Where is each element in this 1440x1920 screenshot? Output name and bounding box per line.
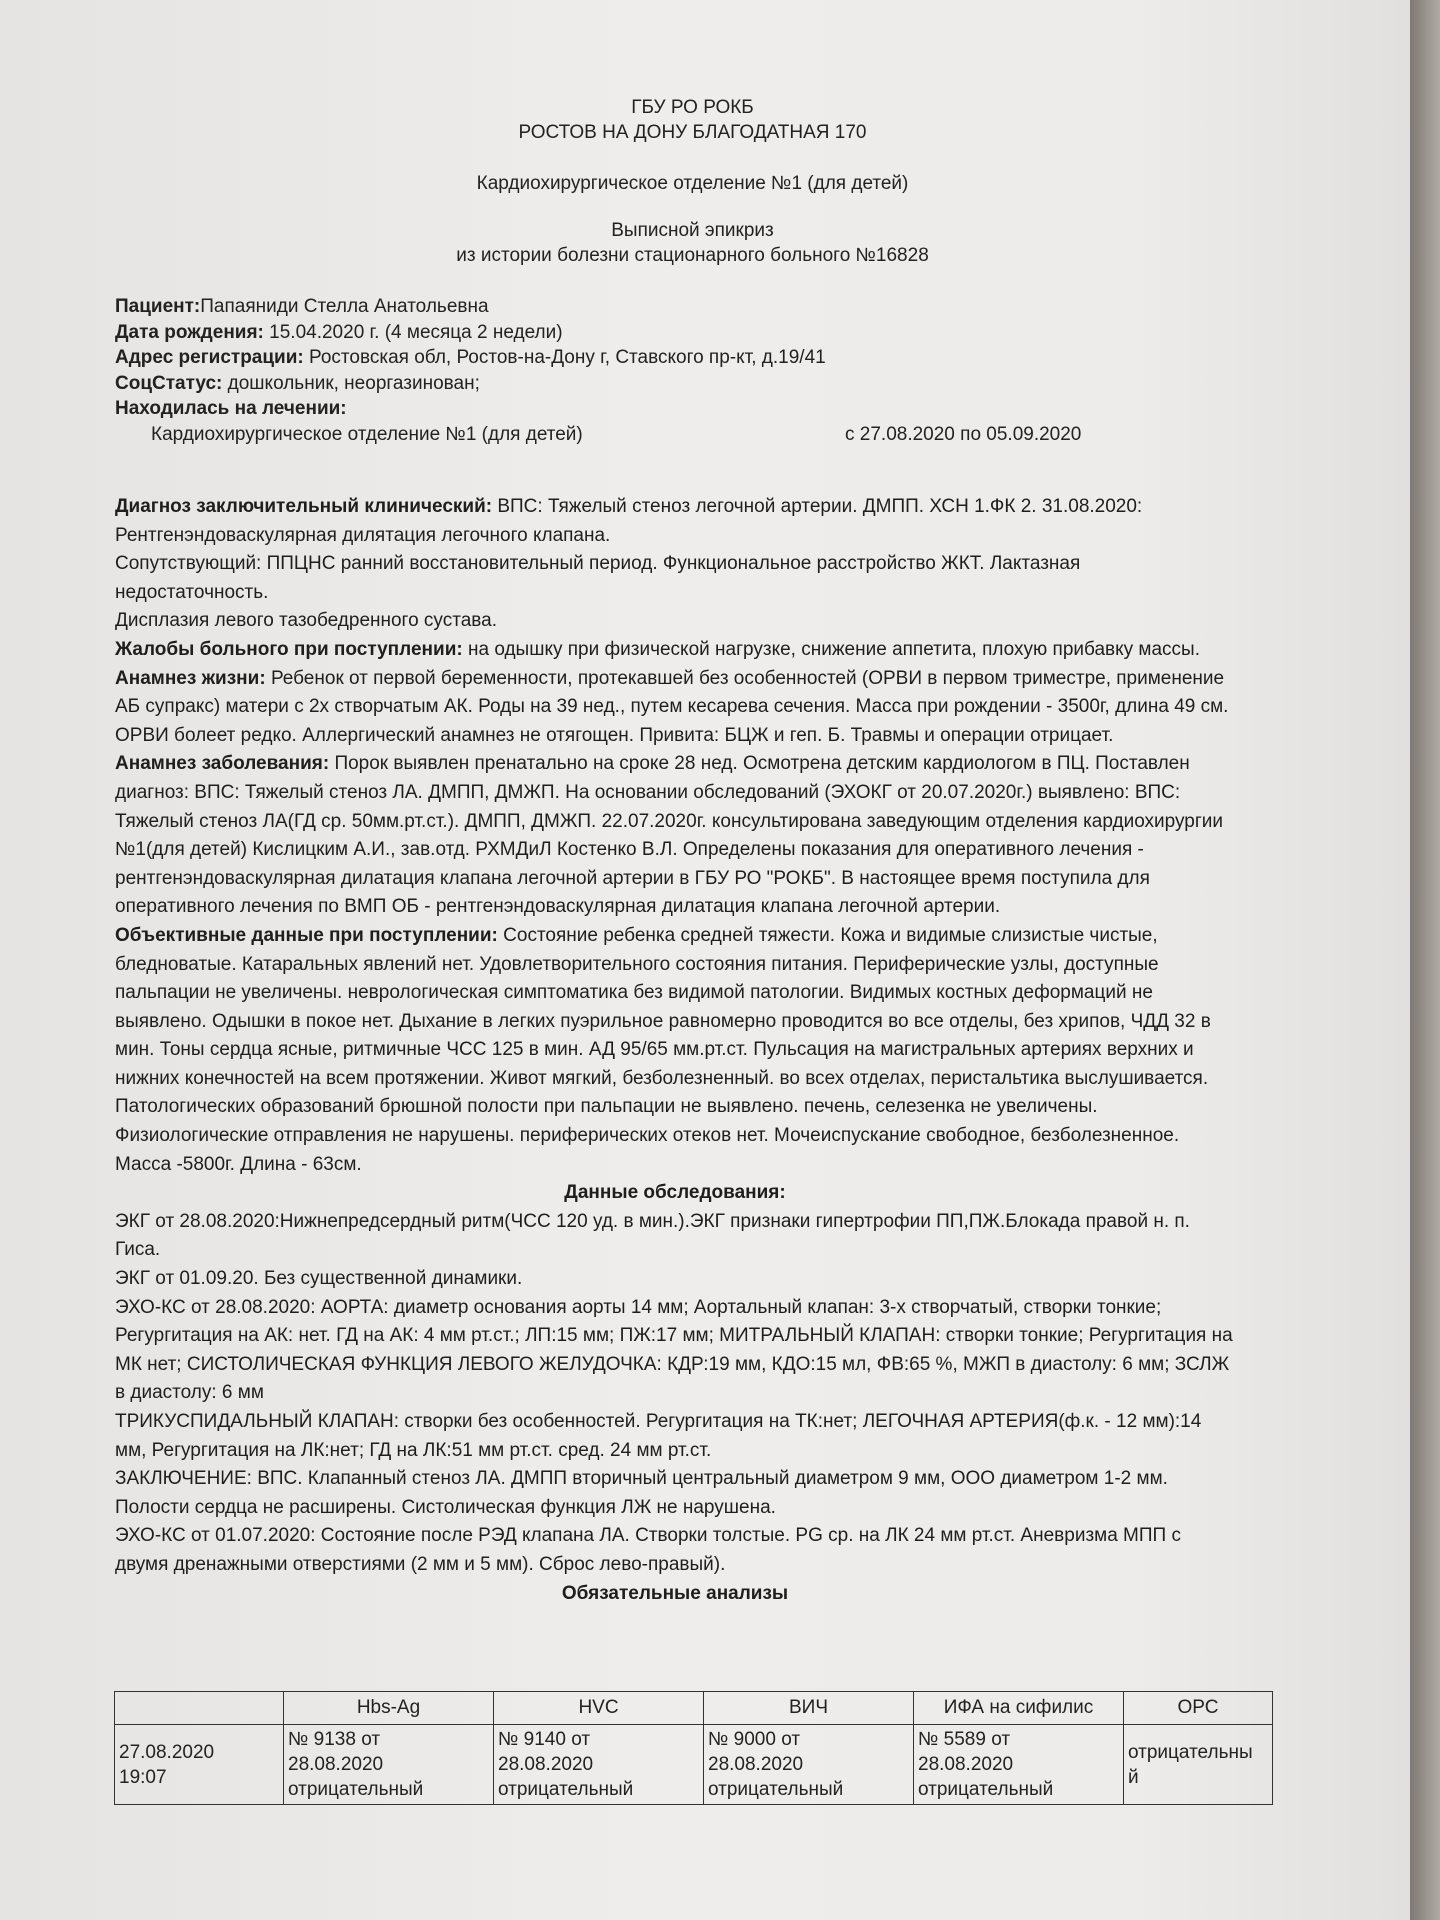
stay-row bbox=[115, 422, 1082, 448]
labs-header-hbs: Hbs-Ag bbox=[284, 1692, 494, 1725]
social-value: дошкольник, неоргазинован; bbox=[222, 372, 480, 394]
conclusion-paragraph: ЗАКЛЮЧЕНИЕ: ВПС. Клапанный стеноз ЛА. ДМПП вторичный центральный диаметром 9 мм, ООО диаметром 1-2 мм. Полости сердца не расширены. Систолическая функция ЛЖ не нарушена. bbox=[115, 1468, 1168, 1518]
syphilis-date: 28.08.2020 bbox=[918, 1754, 1014, 1775]
labs-cell-hiv bbox=[704, 1725, 914, 1805]
disease-history-label: Анамнез заболевания: bbox=[115, 753, 330, 775]
exam-section-title: Данные обследования: bbox=[564, 1182, 786, 1204]
objective-paragraph bbox=[115, 922, 1235, 1179]
life-history-paragraph bbox=[115, 665, 1235, 751]
stay-label: Находилась на лечении: bbox=[115, 398, 347, 419]
dysplasia-paragraph: Дисплазия левого тазобедренного сустава. bbox=[115, 610, 497, 632]
address-label: Адрес регистрации: bbox=[115, 347, 304, 368]
stay-department: Кардиохирургическое отделение №1 (для детей) bbox=[151, 423, 583, 445]
social-line bbox=[115, 371, 826, 397]
document-title: Выписной эпикриз bbox=[611, 220, 774, 241]
complaints-paragraph bbox=[115, 636, 1235, 665]
labs-data-row bbox=[115, 1725, 1273, 1805]
life-history-label: Анамнез жизни: bbox=[115, 667, 266, 689]
hiv-number: № 9000 от bbox=[708, 1729, 801, 1750]
labs-cell-hvc bbox=[494, 1725, 704, 1805]
concomitant-paragraph: Сопутствующий: ППЦНС ранний восстановительный период. Функциональное расстройство ЖКТ. Лактазная недостаточность. bbox=[115, 553, 1081, 603]
hiv-result: отрицательный bbox=[708, 1779, 844, 1800]
dob-value: 15.04.2020 г. (4 месяца 2 недели) bbox=[263, 321, 563, 343]
labs-date: 27.08.2020 bbox=[119, 1741, 215, 1763]
diagnosis-label: Диагноз заключительный клинический: bbox=[115, 496, 493, 517]
dob-line bbox=[115, 320, 826, 346]
dob-label: Дата рождения: bbox=[115, 321, 264, 343]
patient-info bbox=[115, 294, 1082, 447]
social-label: СоцСтатус: bbox=[115, 372, 223, 394]
labs-header-date bbox=[115, 1692, 284, 1725]
disease-history-text: Порок выявлен пренатально на сроке 28 нед. Осмотрена детским кардиологом в ПЦ. Поставлен диагноз: ВПС: Тяжелый стеноз ЛА. ДМПП, ДМЖП. На основании обследований (ЭХОКГ от 20.07.2020г.) выявлено: ВПС: Тяжелый стеноз ЛА(ГД ср. 50мм.рт.ст.). ДМПП, ДМЖП. 22.07.2020г. консультирована заведующим отделения кардиохирургии №1(для детей) Кислицким А.И., зав.отд. РХМДиЛ Костенко В.Л. Определены показания для оперативного лечения - рентгенэндоваскулярная дилатация клапана легочной артерии в ГБУ РО "РОКБ". В настоящее время поступила для оперативного лечения по ВМП ОБ - рентгенэндоваскулярная дилатация клапана легочной артерии. bbox=[115, 753, 1224, 918]
labs-header-syphilis: ИФА на сифилис bbox=[914, 1692, 1124, 1725]
labs-table bbox=[114, 1691, 1273, 1805]
labs-header-ors: ОРС bbox=[1124, 1692, 1273, 1725]
ecg1-paragraph: ЭКГ от 28.08.2020:Нижнепредсердный ритм(ЧСС 120 уд. в мин.).ЭКГ признаки гипертрофии ПП,ПЖ.Блокада правой н. п. Гиса. bbox=[115, 1210, 1190, 1261]
hvc-date: 28.08.2020 bbox=[498, 1754, 594, 1775]
diagnosis-paragraph bbox=[115, 493, 1235, 550]
objective-label: Объективные данные при поступлении: bbox=[115, 924, 498, 946]
org-name: ГБУ РО РОКБ bbox=[631, 97, 754, 118]
patient-name: Папаяниди Стелла Анатольевна bbox=[200, 296, 489, 317]
ors-result-line1: отрицательны bbox=[1128, 1741, 1253, 1763]
ecg2-paragraph: ЭКГ от 01.09.20. Без существенной динамики. bbox=[115, 1268, 523, 1290]
life-history-text: Ребенок от первой беременности, протекавшей без особенностей (ОРВИ в первом триместре, применение АБ супракс) матери с 2х створчатым АК. Роды на 39 нед., путем кесарева сечения. Масса при рождении - 3500г, длина 49 см. ОРВИ болеет редко. Аллергический анамнез не отягощен. Привита: БЦЖ и геп. Б. Травмы и операции отрицает. bbox=[115, 667, 1229, 746]
complaints-text: на одышку при физической нагрузке, снижение аппетита, плохую прибавку массы. bbox=[462, 638, 1200, 660]
tests-section-title: Обязательные анализы bbox=[561, 1582, 789, 1604]
hvc-number: № 9140 от bbox=[498, 1729, 591, 1750]
ors-result-line2: й bbox=[1128, 1766, 1139, 1788]
echo1b-paragraph: ТРИКУСПИДАЛЬНЫЙ КЛАПАН: створки без особенностей. Регургитация на ТК:нет; ЛЕГОЧНАЯ АРТЕРИЯ(ф.к. - 12 мм):14 мм, Регургитация на ЛК:нет; ГД на ЛК:51 мм рт.ст. сред. 24 мм рт.ст. bbox=[115, 1411, 1202, 1461]
complaints-label: Жалобы больного при поступлении: bbox=[115, 638, 463, 660]
department-name: Кардиохирургическое отделение №1 (для детей) bbox=[476, 173, 909, 194]
hbs-result: отрицательный bbox=[288, 1779, 424, 1800]
labs-header-hiv: ВИЧ bbox=[704, 1692, 914, 1725]
patient-name-line bbox=[115, 294, 826, 320]
hiv-date: 28.08.2020 bbox=[708, 1754, 804, 1775]
labs-header-row bbox=[115, 1692, 1273, 1725]
labs-cell-syphilis bbox=[914, 1725, 1124, 1805]
labs-header-hvc: HVC bbox=[494, 1692, 704, 1725]
title-block bbox=[0, 218, 1385, 268]
address-value: Ростовская обл, Ростов-на-Дону г, Ставского пр-кт, д.19/41 bbox=[303, 347, 826, 368]
address-line bbox=[115, 345, 826, 371]
patient-name-label: Пациент: bbox=[115, 296, 201, 317]
diagnosis-text: ВПС: Тяжелый стеноз легочной артерии. ДМПП. ХСН 1.ФК 2. 31.08.2020: Рентгенэндоваскулярная дилятация легочного клапана. bbox=[115, 496, 1143, 546]
syphilis-number: № 5589 от bbox=[918, 1729, 1011, 1750]
stay-dates: с 27.08.2020 по 05.09.2020 bbox=[845, 423, 1082, 445]
labs-cell-date bbox=[115, 1725, 284, 1805]
disease-history-paragraph bbox=[115, 750, 1235, 922]
objective-text: Состояние ребенка средней тяжести. Кожа и видимые слизистые чистые, бледноватые. Катаральных явлений нет. Удовлетворительного состояния питания. Периферические узлы, доступные пальпации не увеличены. неврологическая симптоматика без видимой патологии. Видимых костных деформаций не выявлено. Одышки в покое нет. Дыхание в легких пуэрильное равномерно проводится во все отделы, без хрипов, ЧДД 32 в мин. Тоны сердца ясные, ритмичные ЧСС 125 в мин. АД 95/65 мм.рт.ст. Пульсация на магистральных артериях верхних и нижних конечностей на всем протяжении. Живот мягкий, безболезненный. во всех отделах, перистальтика выслушивается. Патологических образований брюшной полости при пальпации не выявлено. печень, селезенка не увеличены. Физиологические отправления не нарушены. периферических отеков нет. Мочеиспускание свободное, безболезненное. Масса -5800г. Длина - 63см. bbox=[115, 924, 1211, 1175]
echo2-paragraph: ЭХО-КС от 01.07.2020: Состояние после РЭД клапана ЛА. Створки толстые. PG ср. на ЛК 24 мм рт.ст. Аневризма МПП с двумя дренажными отверстиями (2 мм и 5 мм). Сброс лево-правый). bbox=[115, 1525, 1181, 1575]
hbs-date: 28.08.2020 bbox=[288, 1754, 384, 1775]
stay-label-line bbox=[115, 396, 826, 422]
epicrisis-body bbox=[115, 493, 1235, 1608]
labs-cell-hbs bbox=[284, 1725, 494, 1805]
document-subtitle: из истории болезни стационарного больного №16828 bbox=[456, 245, 929, 266]
syphilis-result: отрицательный bbox=[918, 1779, 1054, 1800]
echo1-paragraph: ЭХО-КС от 28.08.2020: АОРТА: диаметр основания аорты 14 мм; Аортальный клапан: 3-х створчатый, створки тонкие; Регургитация на АК: нет. ГД на АК: 4 мм рт.ст.; ЛП:15 мм; ПЖ:17 мм; МИТРАЛЬНЫЙ КЛАПАН: створки тонкие; Регургитация на МК нет; СИСТОЛИЧЕСКАЯ ФУНКЦИЯ ЛЕВОГО ЖЕЛУДОЧКА: КДР:19 мм, КДО:15 мл, ФВ:65 %, МЖП в диастолу: 6 мм; ЗСЛЖ в диастолу: 6 мм bbox=[115, 1296, 1233, 1404]
header-block bbox=[0, 95, 1385, 145]
labs-time: 19:07 bbox=[119, 1766, 167, 1788]
hvc-result: отрицательный bbox=[498, 1779, 634, 1800]
hbs-number: № 9138 от bbox=[288, 1729, 381, 1750]
labs-cell-ors bbox=[1124, 1725, 1273, 1805]
page-edge-shadow bbox=[1410, 0, 1440, 1920]
org-address: РОСТОВ НА ДОНУ БЛАГОДАТНАЯ 170 bbox=[518, 122, 867, 143]
